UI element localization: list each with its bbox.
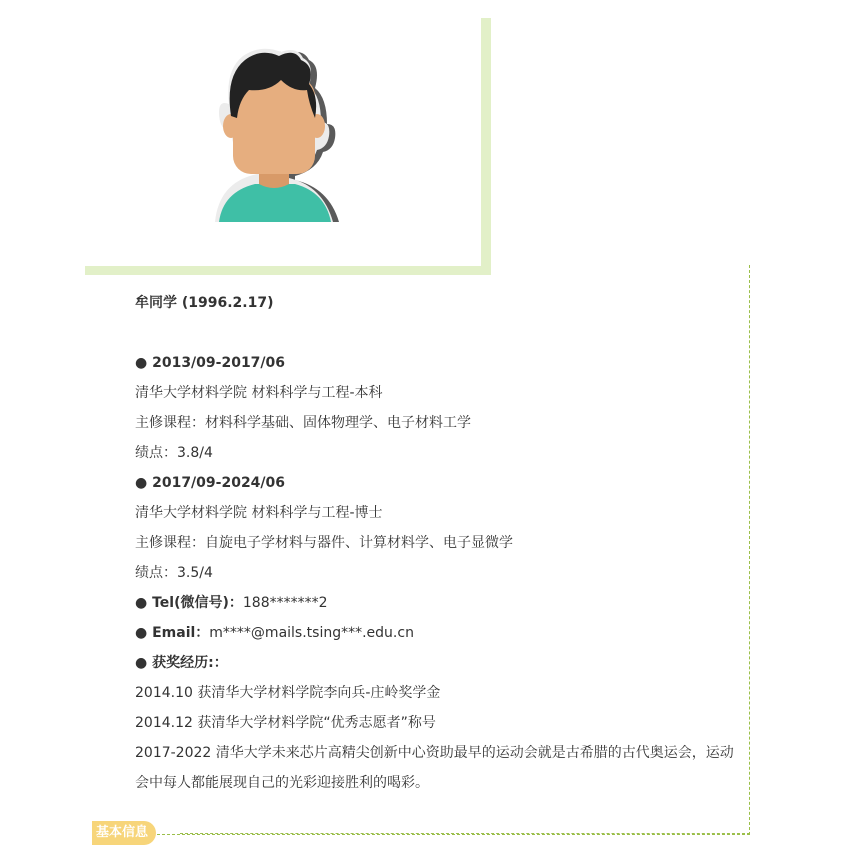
education-period: ● 2013/09-2017/06: [135, 355, 286, 371]
awards-heading: ● 获奖经历:：: [135, 655, 228, 671]
tel-label: ● Tel(微信号)：: [135, 595, 243, 611]
award-item: 2014.12 获清华大学材料学院“优秀志愿者”称号: [135, 715, 436, 731]
award-item: 2014.10 获清华大学材料学院李向兵-庄岭奖学金: [135, 685, 441, 701]
education-courses: 主修课程：材料科学基础、固体物理学、电子材料工学: [135, 415, 471, 431]
resume-text: [135, 288, 735, 798]
education-gpa: 绩点：3.5/4: [135, 565, 213, 581]
education-gpa: 绩点：3.8/4: [135, 445, 213, 461]
education-school: 清华大学材料学院 材料科学与工程-本科: [135, 385, 383, 401]
section-tag: 基本信息: [92, 821, 156, 845]
email-label: ● Email：: [135, 625, 210, 641]
email-value: m****@mails.tsing***.edu.cn: [209, 625, 414, 641]
male-avatar-icon: [203, 44, 343, 224]
education-school: 清华大学材料学院 材料科学与工程-博士: [135, 505, 383, 521]
tel-line: [135, 588, 735, 618]
section-divider: [180, 833, 750, 834]
award-item: 2017-2022 清华大学未来芯片高精尖创新中心资助最早的运动会就是古希腊的古代奥运会，运动会中每人都能展现自己的光彩迎接胜利的喝彩。: [135, 745, 734, 791]
name-line: 牟同学 (1996.2.17): [135, 295, 274, 311]
education-courses: 主修课程：自旋电子学材料与器件、计算材料学、电子显微学: [135, 535, 513, 551]
email-line: [135, 618, 735, 648]
tel-value: 188*******2: [242, 595, 328, 611]
education-period: ● 2017/09-2024/06: [135, 475, 286, 491]
